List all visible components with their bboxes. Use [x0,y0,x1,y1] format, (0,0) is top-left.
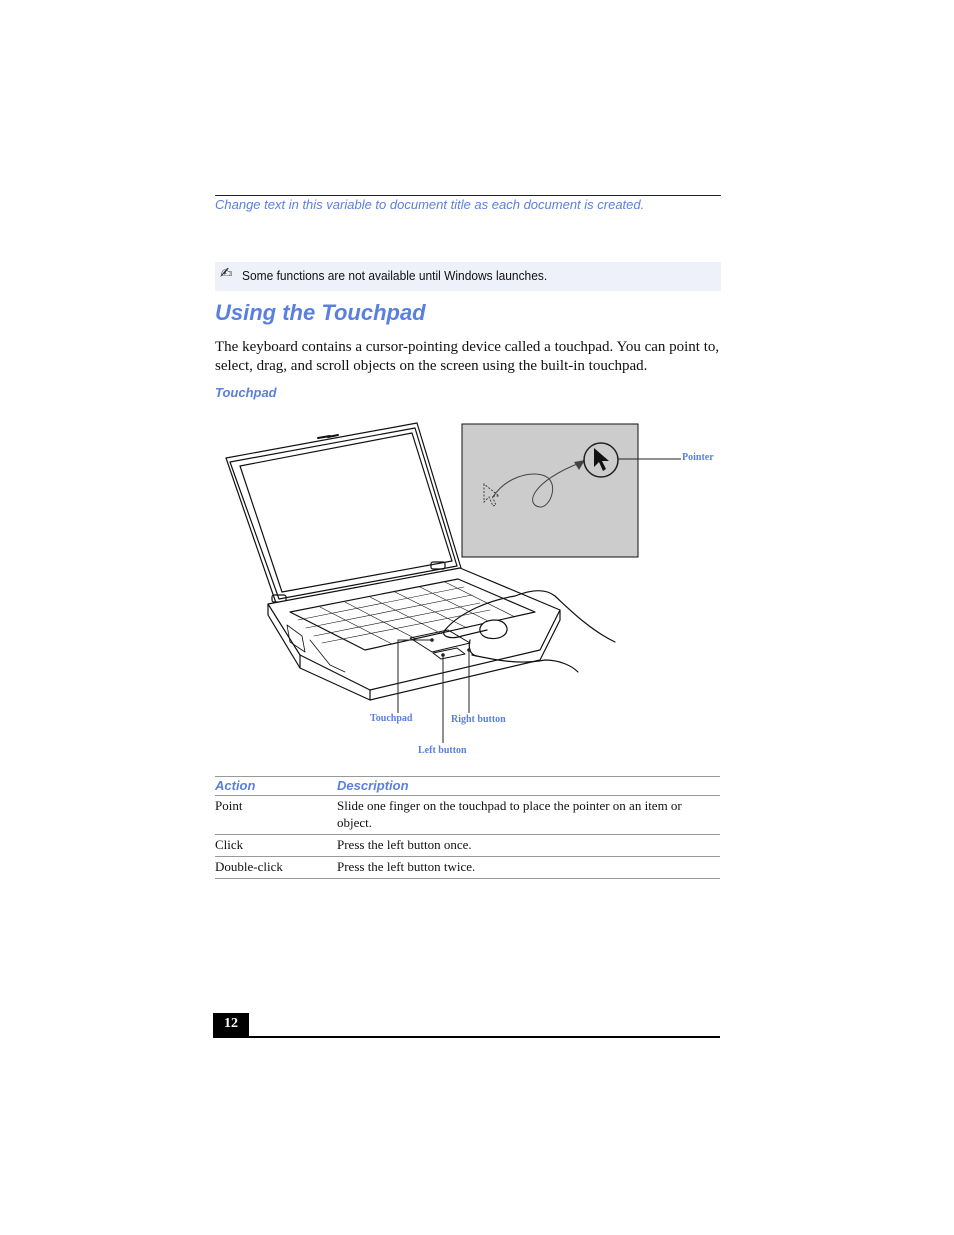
laptop-display [240,433,452,592]
laptop-lid [226,423,461,603]
ghost-pointer-icon [484,484,499,506]
figure-caption: Touchpad [215,385,277,400]
touchpad-pad [410,630,470,652]
cell-action: Click [215,835,337,857]
note-box [215,262,721,291]
pointer-highlight-circle [584,443,618,477]
touchpad-buttons [433,648,465,659]
header-description: Description [337,777,720,796]
footer-rule [213,1036,720,1038]
header-rule [215,195,721,196]
pointer-motion-path [493,462,582,507]
laptop-base [268,568,560,690]
note-text: Some functions are not available until Windows launches. [242,268,548,283]
table-header-row [215,777,720,796]
page-number: 12 [213,1013,249,1036]
callout-right-button: Right button [451,714,506,725]
section-title: Using the Touchpad [215,300,426,325]
pointer-icon [594,448,609,471]
cell-description: Slide one finger on the touchpad to place the pointer on an item or object. [337,796,720,835]
cell-description: Press the left button twice. [337,857,720,879]
header-action: Action [215,777,337,796]
hand [445,591,615,642]
cell-action: Point [215,796,337,835]
callout-pointer: Pointer [682,452,714,463]
table-row [215,835,720,857]
intro-paragraph: The keyboard contains a cursor-pointing device called a touchpad. You can point to, select, drag, and scroll objects on the screen using the built-in touchpad. [215,339,720,374]
cell-action: Double-click [215,857,337,879]
pointer-inset-panel [462,424,638,557]
laptop-keyboard [290,579,535,650]
table-row [215,857,720,879]
table-row [215,796,720,835]
cell-description: Press the left button once. [337,835,720,857]
running-title: Change text in this variable to document title as each document is created. [215,197,645,212]
callout-left-button: Left button [418,745,467,756]
note-pen-icon: ✍ [220,264,233,282]
callout-touchpad: Touchpad [370,713,413,724]
touchpad-actions-table [215,776,720,879]
